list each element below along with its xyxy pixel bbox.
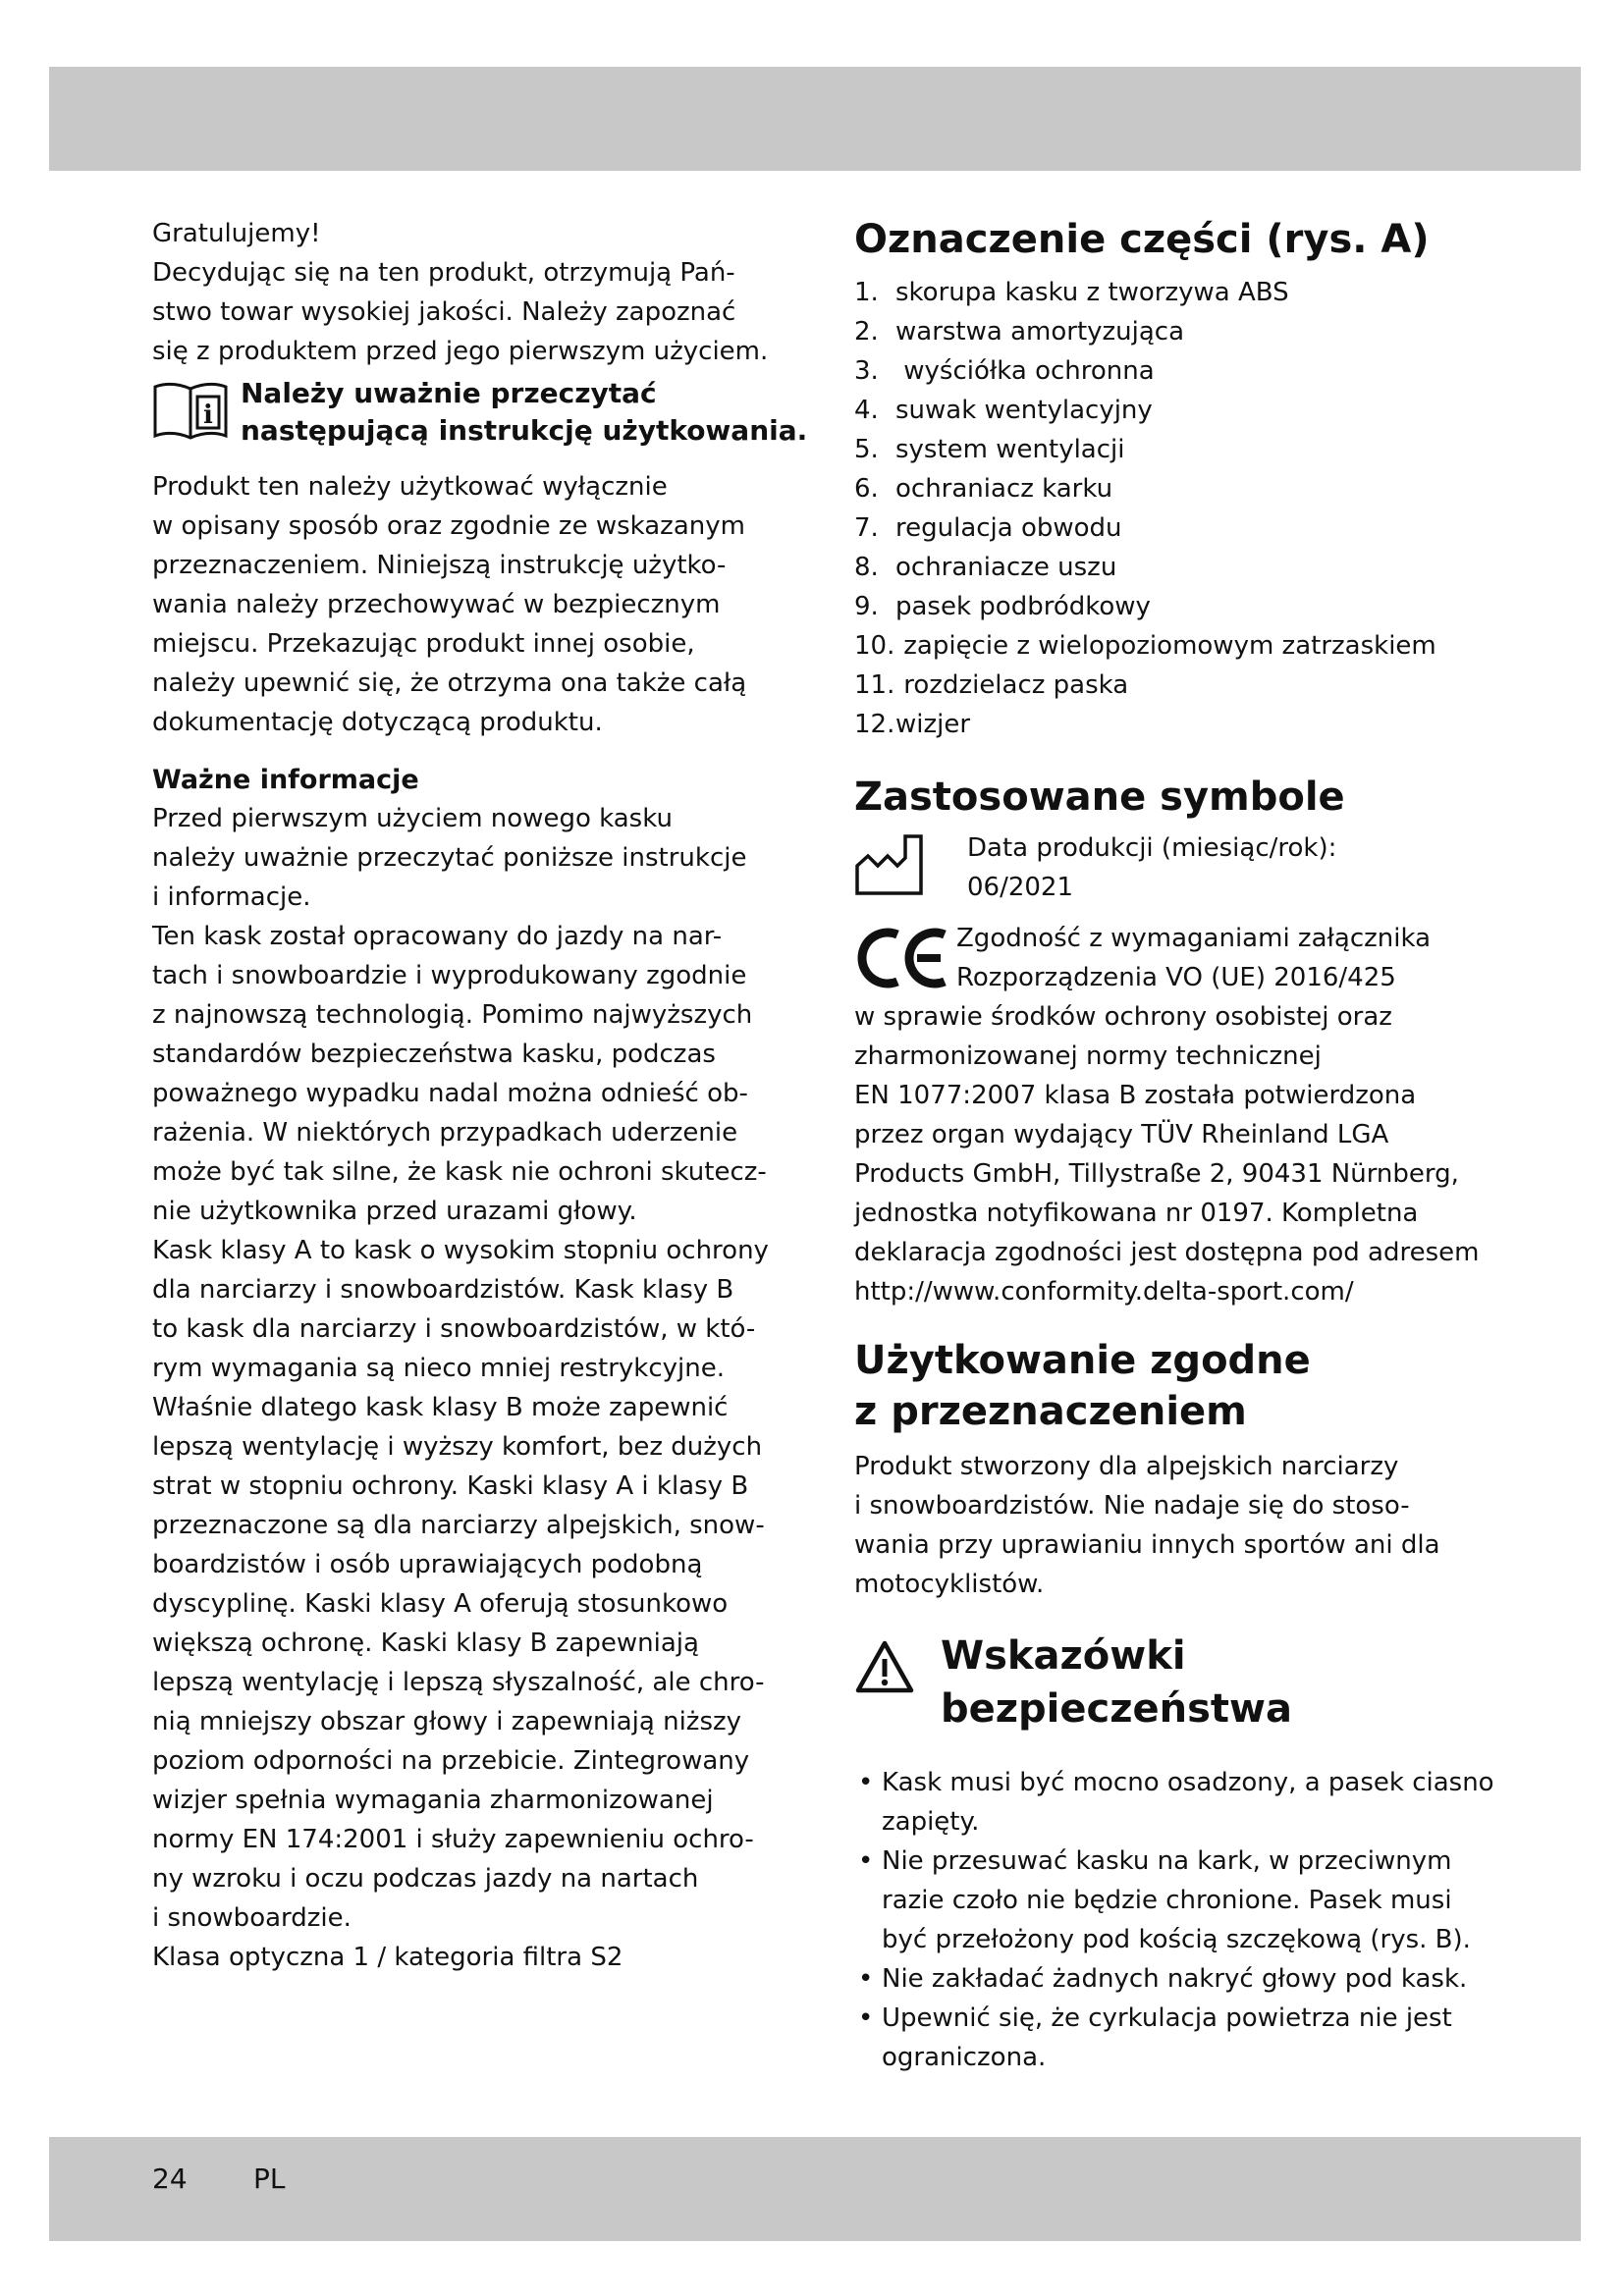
list-item: • Nie zakładać żadnych nakryć głowy pod kask. <box>854 1959 1492 1999</box>
intended-use-heading: Użytkowanie zgodne z przeznaczeniem <box>854 1338 1311 1434</box>
list-item: 8. ochraniacze uszu <box>854 553 1117 582</box>
language-code: PL <box>253 2163 286 2195</box>
list-item: 11. rozdzielacz paska <box>854 670 1129 700</box>
note-line: następującą instrukcję użytkowania. <box>241 414 808 447</box>
intro-paragraph: Gratulujemy! Decydując się na ten produkt, otrzymują Pań- stwo towar wysokiej jakości. Należy zapoznać się z produktem przed jego pierwszym użyciem. <box>152 219 769 366</box>
ce-mark-icon <box>854 927 948 989</box>
list-item: 7. regulacja obwodu <box>854 513 1122 543</box>
manufacture-date-symbol: Data produkcji (miesiąc/rok): 06/2021 <box>854 828 1492 907</box>
important-heading: Ważne informacje <box>152 765 419 795</box>
parts-list <box>854 273 1492 744</box>
page-number: 24 <box>152 2163 188 2195</box>
parts-heading: Oznaczenie części (rys. A) <box>854 217 1430 262</box>
list-item: 2. warstwa amortyzująca <box>854 317 1185 347</box>
list-item: 9. pasek podbródkowy <box>854 592 1151 621</box>
list-item: 10. zapięcie z wielopoziomowym zatrzaskiem <box>854 631 1436 661</box>
intended-use-paragraph: Produkt stworzony dla alpejskich narciarzy i snowboardzistów. Nie nadaje się do stoso- wania przy uprawianiu innych sportów ani dla motocyklistów. <box>854 1452 1440 1599</box>
left-column <box>152 214 808 1977</box>
list-item: 3. wyściółka ochronna <box>854 356 1155 386</box>
read-instructions-note <box>152 375 808 463</box>
usage-paragraph: Produkt ten należy użytkować wyłącznie w opisany sposób oraz zgodnie ze wskazanym przeznaczeniem. Niniejszą instrukcję użytko- wania należy przechowywać w bezpiecznym miejscu. Przekazując produkt innej osobie, należy upewnić się, że otrzyma ona także całą dokumentację dotyczącą produktu. <box>152 472 747 737</box>
symbols-heading: Zastosowane symbole <box>854 774 1345 820</box>
factory-icon <box>854 832 925 897</box>
header-band <box>49 67 1581 171</box>
svg-text:i: i <box>203 400 213 430</box>
info-book-icon <box>152 379 229 442</box>
ce-paragraph: w sprawie środków ochrony osobistej oraz zharmonizowanej normy technicznej EN 1077:2007 klasa B została potwierdzona przez organ wydający TÜV Rheinland LGA Products GmbH, Tillystraße 2, 90431 Nürnberg, jednostka notyfikowana nr 0197. Kompletna deklaracja zgodności jest dostępna pod adresem http://www.conformity.delta-sport.com/ <box>854 1002 1480 1307</box>
note-line: Należy uważnie przeczytać <box>241 377 657 409</box>
important-paragraph: Przed pierwszym użyciem nowego kasku należy uważnie przeczytać poniższe instrukcje i informacje. Ten kask został opracowany do jazdy na nar- tach i snowboardzie i wyprodukowany zgodnie z najnowszą technologią. Pomimo najwyższych standardów bezpieczeństwa kasku, podczas poważnego wypadku nadal można odnieść ob- rażenia. W niektórych przypadkach uderzenie może być tak silne, że kask nie ochroni skutecz- nie użytkownika przed urazami głowy. Kask klasy A to kask o wysokim stopniu ochrony dla narciarzy i snowboardzistów. Kask klasy B to kask dla narciarzy i snowboardzistów, w któ- rym wymagania są nieco mniej restrykcyjne. Właśnie dlatego kask klasy B może zapewnić lepszą wentylację i wyższy komfort, bez dużych strat w stopniu ochrony. Kaski klasy A i klasy B przeznaczone są dla narciarzy alpejskich, snow- boardzistów i osób uprawiających podobną dyscyplinę. Kaski klasy A oferują stosunkowo większą ochronę. Kaski klasy B zapewniają lepszą wentylację i lepszą słyszalność, ale chro- nią mniejszy obszar głowy i zapewniają niższy poziom odporności na przebicie. Zintegrowany wizjer spełnia wymagania zharmonizowanej normy EN 174:2001 i służy zapewnieniu ochro- ny wzroku i oczu podczas jazdy na nartach i snowboardzie. Klasa optyczna 1 / kategoria filtra S2 <box>152 804 769 1972</box>
safety-list <box>854 1763 1492 2077</box>
list-item: • Kask musi być mocno osadzony, a pasek ciasno zapięty. <box>854 1763 1492 1842</box>
list-item: 5. system wentylacji <box>854 435 1125 464</box>
list-item: 1. skorupa kasku z tworzywa ABS <box>854 278 1289 307</box>
list-item: 4. suwak wentylacyjny <box>854 396 1153 425</box>
ce-conformity-symbol: Zgodność z wymaganiami załącznika Rozporządzenia VO (UE) 2016/425 <box>854 919 1492 997</box>
list-item: 12.wizjer <box>854 710 971 739</box>
list-item: • Nie przesuwać kasku na kark, w przeciwnym razie czoło nie będzie chronione. Pasek musi być przełożony pod kością szczękową (rys. B). <box>854 1842 1492 1959</box>
list-item: • Upewnić się, że cyrkulacja powietrza nie jest ograniczona. <box>854 1999 1492 2077</box>
right-column <box>854 214 1492 2077</box>
list-item: 6. ochraniacz karku <box>854 474 1113 504</box>
safety-heading: Wskazówki bezpieczeństwa <box>854 1629 1492 1747</box>
warning-triangle-icon <box>854 1639 915 1694</box>
